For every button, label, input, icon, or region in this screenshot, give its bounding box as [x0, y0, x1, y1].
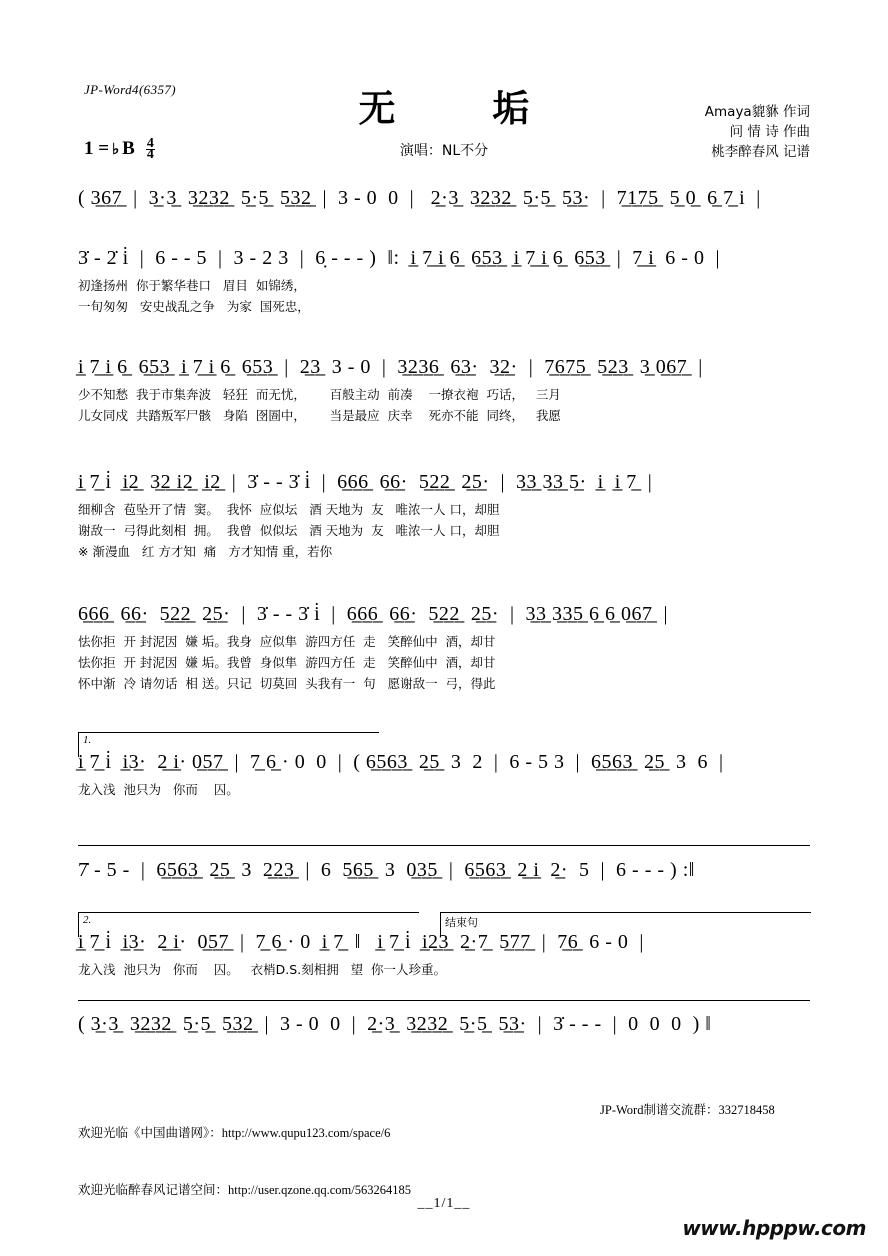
document-id: JP-Word4(6357) [84, 82, 177, 97]
notation-line: i̲ 7̲ i̇ i̲3̲· 2̲ i̲· 0̲5̲7̲ | 7̲ 6̲ · 0 i̲ 7̲ ‖ i̲ 7̲ i̇ i̲2̲3̲ 2̲·7̲ 5̲7̲7̲ | 7̲6̲ 6 - 0 | [78, 931, 644, 953]
music-system-7 [78, 858, 810, 882]
credit-transcriber: 桃李醉春风 记谱 [711, 144, 810, 160]
page-title: 无 垢 [358, 87, 572, 130]
ending-label: 1. [83, 734, 92, 746]
lyric-line: 少不知愁 我于市集奔波 轻狂 而无忧， 百般主动 前凑 一撩衣袍 巧话， 三月 [78, 387, 561, 402]
footer-links [78, 1086, 411, 1238]
lyric-line: 谢敌一 弓得此刻相 拥。 我曾 似似坛 酒 天地为 友 唯浓一人 口，却胆 [78, 523, 500, 538]
notation-line: i̲ 7̲ i̇ i̲2̲ 3̲2̲ i̲2̲ i̲2̲ | 3̇ - - 3̇ i̇ | 6̲6̲6̲ 6̲6̲· 5̲2̲2̲ 2̲5̲· | 3̲3̲ 3̲3̲ 5̲· i̲ i̲ 7̲ | [78, 471, 653, 493]
footer-qq-group: JP-Word制谱交流群：332718458 [600, 1103, 775, 1117]
lyric-line: 怯你拒 开 封泥因 嫌 垢。我身 应似隼 游四方任 走 笑醉仙中 酒，却甘 [78, 634, 496, 649]
credits-block [705, 102, 810, 162]
lyric-line: 初逢扬州 你于繁华巷口 眉目 如锦绣， [78, 278, 306, 293]
music-system-6 [78, 750, 810, 799]
site-watermark: www.hpppw.com [682, 1216, 866, 1240]
notation-line: 7̇ - 5 - | 6̲5̲6̲3̲ 2̲5̲ 3 2̲2̲3̲ | 6 5̲6̲5̲ 3 0̲3̲5̲ | 6̲5̲6̲3̲ 2̲ i̲ 2̲· 5 | 6 - - - ) :‖ [78, 859, 695, 881]
coda-label: 结束句 [445, 916, 478, 929]
music-system-9 [78, 1012, 810, 1036]
page-number: __1/1__ [417, 1196, 471, 1211]
lyric-line: 儿女同戍 共踏叛军尸骸 身陷 囹圄中， 当是最应 庆幸 死亦不能 同终， 我愿 [78, 408, 561, 423]
lyric-line: 一旬匆匆 安史战乱之争 为家 国死忠， [78, 299, 310, 314]
lyric-line: 怀中渐 冷 请勿话 相 送。只记 切莫回 头我有一 句 愿谢敌一 弓，得此 [78, 676, 496, 691]
lyric-line: 龙入浅 池只为 你而 囚。 衣梢D.S.刻相拥 望 你一人珍重。 [78, 962, 447, 977]
lyric-line: 龙入浅 池只为 你而 囚。 [78, 782, 239, 797]
footer-link-qzone[interactable]: 欢迎光临醉春风记谱空间：http://user.qzone.qq.com/563264185 [78, 1183, 411, 1197]
key-label: 1 = [84, 138, 110, 159]
music-system-1 [78, 186, 810, 210]
music-system-4 [78, 470, 810, 561]
time-signature [146, 135, 155, 162]
credit-lyricist: Amaya貔貅 作词 [704, 104, 810, 120]
system-divider [78, 1000, 810, 1001]
key-letter: B [122, 138, 135, 159]
credit-composer: 问 情 诗 作曲 [729, 124, 810, 140]
notation-line: ( 3̲6̲7̲ | 3̲·3̲ 3̲2̲3̲2̲ 5̲·5̲ 5̲3̲2̲ | 3 - 0 0 | 2̲·3̲ 3̲2̲3̲2̲ 5̲·5̲ 5̲3̲· | 7̲1̲7̲5̲ 5̲ 0̲ 6̲ 7̲ i | [78, 187, 761, 209]
music-system-3 [78, 355, 810, 425]
lyric-line: ※ 渐漫血 红 方才知 痛 方才知情 重，若你 [78, 544, 333, 559]
singer-label: 演唱：NL不分 [399, 143, 489, 159]
key-accidental: ♭ [112, 141, 120, 158]
notation-line: ( 3̲·3̲ 3̲2̲3̲2̲ 5̲·5̲ 5̲3̲2̲ | 3 - 0 0 | 2̲·3̲ 3̲2̲3̲2̲ 5̲·5̲ 5̲3̲· | 3̇ - - - | 0 0 0 ) ‖ [78, 1013, 712, 1035]
meter-top: 4 [146, 135, 154, 151]
ending-label: 2. [83, 914, 92, 926]
notation-line: i̲ 7̲ i̇ i̲3̲· 2̲ i̲· 0̲5̲7̲ | 7̲ 6̲ · 0 0 | ( 6̲5̲6̲3̲ 2̲5̲ 3 2 | 6 - 5 3 | 6̲5̲6̲3̲ 2̲5̲ 3 6 | [78, 751, 724, 773]
music-system-8 [78, 930, 810, 979]
music-system-5 [78, 602, 810, 693]
lyric-line: 怯你拒 开 封泥因 嫌 垢。我曾 身似隼 游四方任 走 笑醉仙中 酒，却甘 [78, 655, 496, 670]
lyric-line: 细柳含 苞坠开了情 窦。 我怀 应似坛 酒 天地为 友 唯浓一人 口，却胆 [78, 502, 500, 517]
music-system-2 [78, 246, 810, 316]
key-signature [84, 135, 155, 162]
notation-line: i̲ 7̲ i̲ 6̲ 6̲5̲3̲ i̲ 7̲ i̲ 6̲ 6̲5̲3̲ | 2̲3̲ 3 - 0 | 3̲2̲3̲6̲ 6̲3̲· 3̲2̲· | 7̲6̲7̲5̲ 5̲2̲3̲ 3̲ 0̲6̲7̲ | [78, 356, 703, 378]
notation-line: 6̲6̲6̲ 6̲6̲· 5̲2̲2̲ 2̲5̲· | 3̇ - - 3̇ i̇ | 6̲6̲6̲ 6̲6̲· 5̲2̲2̲ 2̲5̲· | 3̲3̲ 3̲3̲5̲ 6̲ 6̲ 0̲6̲7̲ | [78, 603, 669, 625]
system-divider [78, 845, 810, 846]
meter-bottom: 4 [146, 146, 154, 162]
notation-line: 3̇ - 2̇ i̇ | 6 - - 5 | 3 - 2 3 | 6̣ - - - ) ‖: i̲ 7̲ i̲ 6̲ 6̲5̲3̲ i̲ 7̲ i̲ 6̲ 6̲5̲3̲ | 7̲ i̲ 6 - 0 | [78, 247, 720, 269]
footer-link-qupu[interactable]: 欢迎光临《中国曲谱网》：http://www.qupu123.com/space/6 [78, 1126, 391, 1140]
